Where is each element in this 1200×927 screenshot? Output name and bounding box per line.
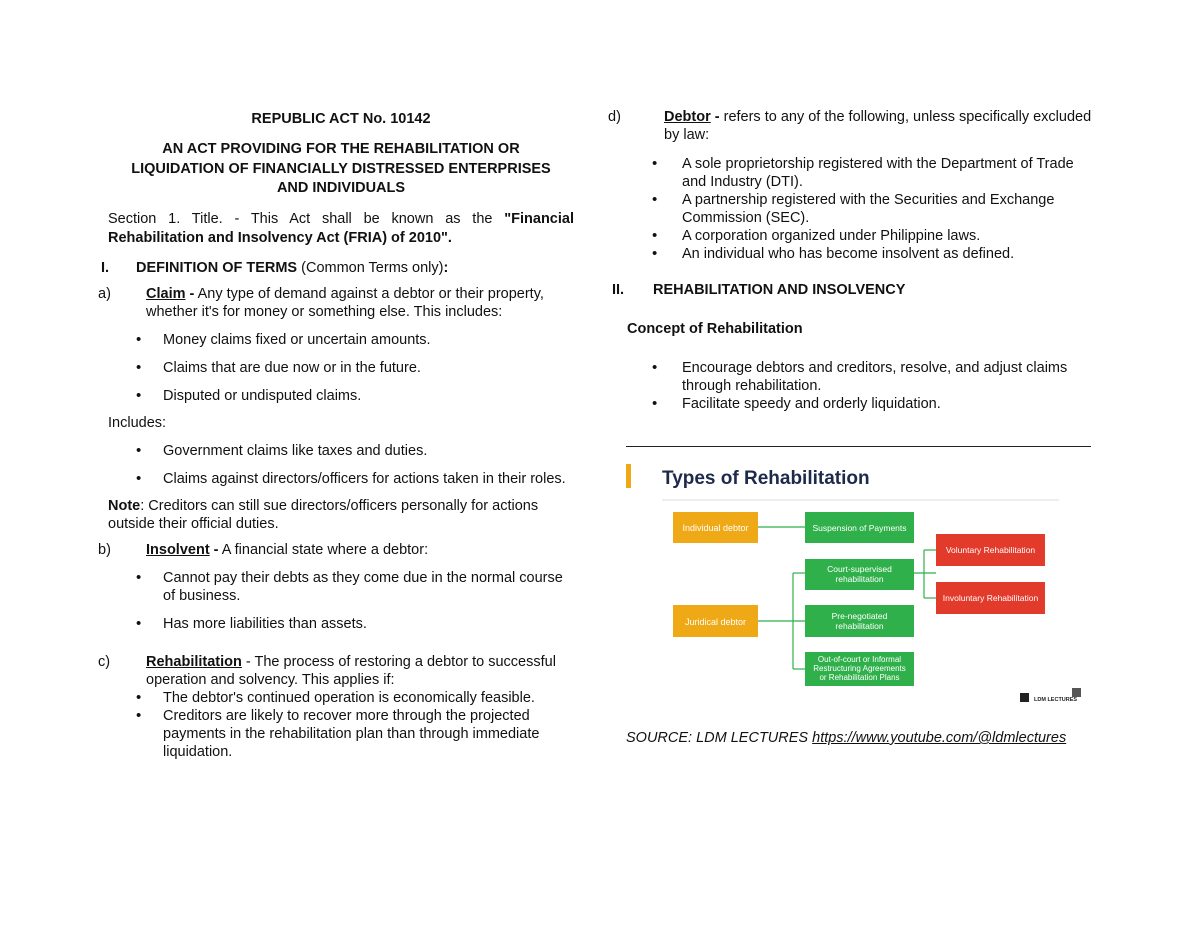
section-1-title (108, 210, 574, 248)
note (108, 497, 574, 533)
includes-list (108, 442, 574, 488)
term-dash: - (209, 541, 219, 558)
list-item: • Cannot pay their debts as they come due in the normal course of business. (108, 569, 574, 605)
source-link[interactable]: https://www.youtube.com/@ldmlectures (812, 730, 1067, 746)
left-column (98, 108, 574, 761)
list-item: • Creditors are likely to recover more through the projected payments in the rehabilitation plan than through immediate liquidation. (108, 707, 574, 761)
concept-heading: Concept of Rehabilitation (627, 321, 803, 337)
list-item: • Claims that are due now or in the future. (108, 359, 574, 377)
right-column (608, 108, 1092, 413)
concept-list (612, 359, 1092, 413)
insolvent-list (108, 569, 574, 633)
term-claim: Claim (146, 285, 186, 302)
item-letter: d) (608, 109, 621, 125)
section-heading-definitions (101, 259, 574, 277)
item-letter: b) (98, 541, 111, 558)
juridical-debtor-label: Juridical debtor (684, 617, 747, 627)
heading-text: REHABILITATION AND INSOLVENCY (653, 282, 906, 298)
logo-badge-icon (1072, 688, 1081, 697)
term-definition: - The process of restoring a debtor to successful operation and solvency. This applies if: (146, 653, 556, 688)
heading-number: II. (612, 282, 625, 298)
involuntary-label: Involuntary Rehabilitation (942, 593, 1039, 603)
out-of-court-label: Restructuring Agreements (813, 664, 906, 673)
section-1-text: Section 1. Title. - This Act shall be known as the (108, 210, 493, 227)
term-definition: Any type of demand against a debtor or their property, whether it's for money or something else. This includes: (146, 285, 544, 320)
list-item: • The debtor's continued operation is economically feasible. (108, 689, 574, 707)
definition-rehabilitation (98, 653, 574, 689)
suspension-label: Suspension of Payments (812, 523, 907, 533)
list-item: • A partnership registered with the Securities and Exchange Commission (SEC). (612, 191, 1092, 227)
heading-colon: : (443, 259, 449, 276)
title-accent-bar (626, 464, 631, 488)
debtor-list (612, 155, 1092, 263)
horizontal-rule (626, 446, 1091, 447)
subtitle-line: AN ACT PROVIDING FOR THE REHABILITATION OR (162, 141, 520, 157)
voluntary-label: Voluntary Rehabilitation (945, 545, 1036, 555)
heading-number: I. (101, 259, 110, 276)
list-item: • Facilitate speedy and orderly liquidation. (612, 395, 1092, 413)
term-dash: - (185, 285, 195, 302)
types-of-rehabilitation-diagram (626, 458, 1091, 710)
section-heading-rehabilitation (612, 281, 1092, 299)
pre-negotiated-label: Pre-negotiated (831, 611, 888, 621)
term-insolvent: Insolvent (146, 541, 210, 558)
heading-text: DEFINITION OF TERMS (136, 259, 298, 276)
subtitle-line: LIQUIDATION OF FINANCIALLY DISTRESSED ENTERPRISES (131, 160, 551, 177)
list-item: • Claims against directors/officers for actions taken in their roles. (108, 470, 574, 488)
term-rehabilitation: Rehabilitation (146, 653, 242, 670)
heading-note: (Common Terms only) (297, 259, 444, 276)
list-item: • A corporation organized under Philippine laws. (612, 227, 1092, 245)
act-title: REPUBLIC ACT No. 10142 (251, 111, 431, 127)
term-definition: refers to any of the following, unless specifically excluded by law: (664, 109, 1092, 143)
list-item: • Disputed or undisputed claims. (108, 387, 574, 405)
includes-label: Includes: (108, 414, 167, 431)
list-item: • Encourage debtors and creditors, resolve, and adjust claims through rehabilitation. (612, 359, 1092, 395)
list-item: • An individual who has become insolvent as defined. (612, 245, 1092, 263)
diagram-title: Types of Rehabilitation (662, 468, 870, 489)
court-supervised-label: Court-supervised (827, 564, 892, 574)
note-label: Note (108, 497, 141, 514)
rehabilitation-list (108, 689, 574, 761)
definition-debtor (608, 108, 1092, 144)
logo-icon (1020, 693, 1029, 702)
court-supervised-label: rehabilitation (835, 574, 884, 584)
source-citation (626, 730, 1066, 746)
pre-negotiated-label: rehabilitation (835, 621, 884, 631)
act-short-title: "Financial Rehabilitation and Insolvency Act (FRIA) of 2010". (108, 210, 574, 246)
item-letter: c) (98, 653, 111, 670)
definition-insolvent (98, 541, 574, 559)
list-item: • Government claims like taxes and duties. (108, 442, 574, 460)
term-debtor: Debtor (664, 109, 711, 125)
list-item: • Has more liabilities than assets. (108, 615, 574, 633)
term-dash: - (710, 109, 720, 125)
claim-list (108, 331, 574, 405)
connector-lines (758, 527, 936, 669)
list-item: • A sole proprietorship registered with the Department of Trade and Industry (DTI). (612, 155, 1092, 191)
note-text: : Creditors can still sue directors/officers personally for actions outside their official duties. (108, 497, 539, 532)
subtitle-line: AND INDIVIDUALS (276, 180, 406, 196)
out-of-court-label: or Rehabilitation Plans (819, 673, 900, 682)
individual-debtor-label: Individual debtor (682, 523, 749, 533)
list-item: • Money claims fixed or uncertain amounts. (108, 331, 574, 349)
logo-text: LDM LECTURES (1034, 697, 1078, 703)
source-label: SOURCE: LDM LECTURES (626, 730, 813, 746)
definition-claim (98, 285, 574, 321)
term-definition: A financial state where a debtor: (218, 541, 429, 558)
out-of-court-label: Out-of-court or Informal (817, 655, 902, 664)
act-subtitle (108, 140, 574, 199)
item-letter: a) (98, 285, 111, 302)
